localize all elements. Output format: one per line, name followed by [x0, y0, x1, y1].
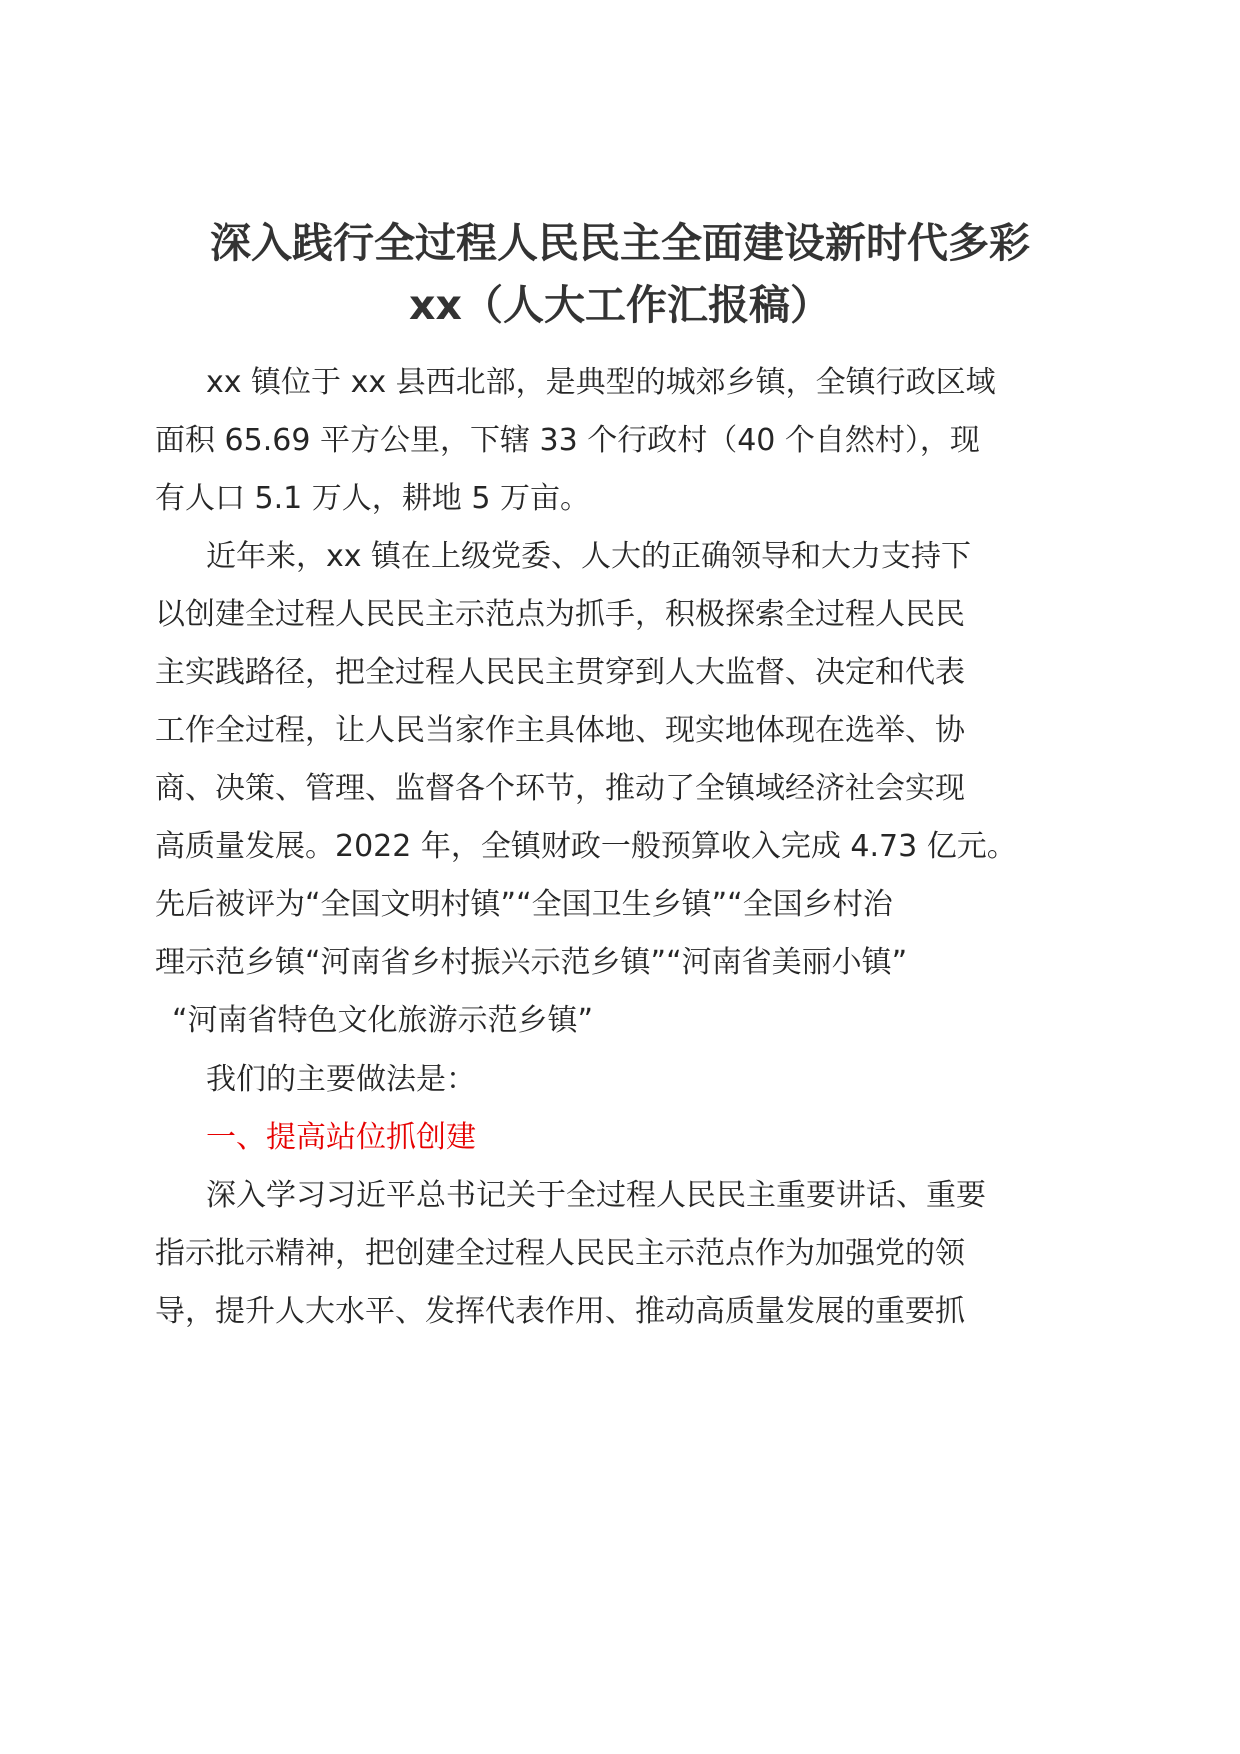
paragraph-2-line-7: 先后被评为“全国文明村镇”“全国卫生乡镇”“全国乡村治	[155, 887, 893, 922]
section-heading-1: 一、提高站位抓创建	[206, 1120, 476, 1155]
paragraph-2-line-3: 主实践路径，把全过程人民民主贯穿到人大监督、决定和代表	[155, 655, 965, 690]
paragraph-1-line-3: 有人口 5.1 万人，耕地 5 万亩。	[155, 481, 590, 516]
paragraph-2-line-6: 高质量发展。2022 年，全镇财政一般预算收入完成 4.73 亿元。	[155, 829, 1017, 864]
paragraph-4-line-1: 深入学习习近平总书记关于全过程人民民主重要讲话、重要	[206, 1178, 986, 1213]
paragraph-4-line-3: 导，提升人大水平、发挥代表作用、推动高质量发展的重要抓	[155, 1294, 965, 1329]
paragraph-2-line-8: 理示范乡镇“河南省乡村振兴示范乡镇”“河南省美丽小镇”	[155, 945, 908, 980]
paragraph-2-line-2: 以创建全过程人民民主示范点为抓手，积极探索全过程人民民	[155, 597, 965, 632]
paragraph-2-line-5: 商、决策、管理、监督各个环节，推动了全镇域经济社会实现	[155, 771, 965, 806]
paragraph-1-line-2: 面积 65.69 平方公里，下辖 33 个行政村（40 个自然村），现	[155, 423, 980, 458]
paragraph-1-line-1: xx 镇位于 xx 县西北部，是典型的城郊乡镇，全镇行政区域	[206, 365, 996, 400]
title-line-1: 深入践行全过程人民民主全面建设新时代多彩	[210, 219, 1030, 267]
paragraph-2-line-4: 工作全过程，让人民当家作主具体地、现实地体现在选举、协	[155, 713, 965, 748]
paragraph-4-line-2: 指示批示精神，把创建全过程人民民主示范点作为加强党的领	[155, 1236, 965, 1271]
document-title	[140, 212, 1100, 336]
paragraph-2-line-9: “河南省特色文化旅游示范乡镇”	[172, 1003, 594, 1038]
title-line-2: xx（人大工作汇报稿）	[409, 281, 831, 329]
paragraph-3: 我们的主要做法是：	[206, 1062, 476, 1097]
paragraph-2-line-1: 近年来，xx 镇在上级党委、人大的正确领导和大力支持下	[206, 539, 972, 574]
